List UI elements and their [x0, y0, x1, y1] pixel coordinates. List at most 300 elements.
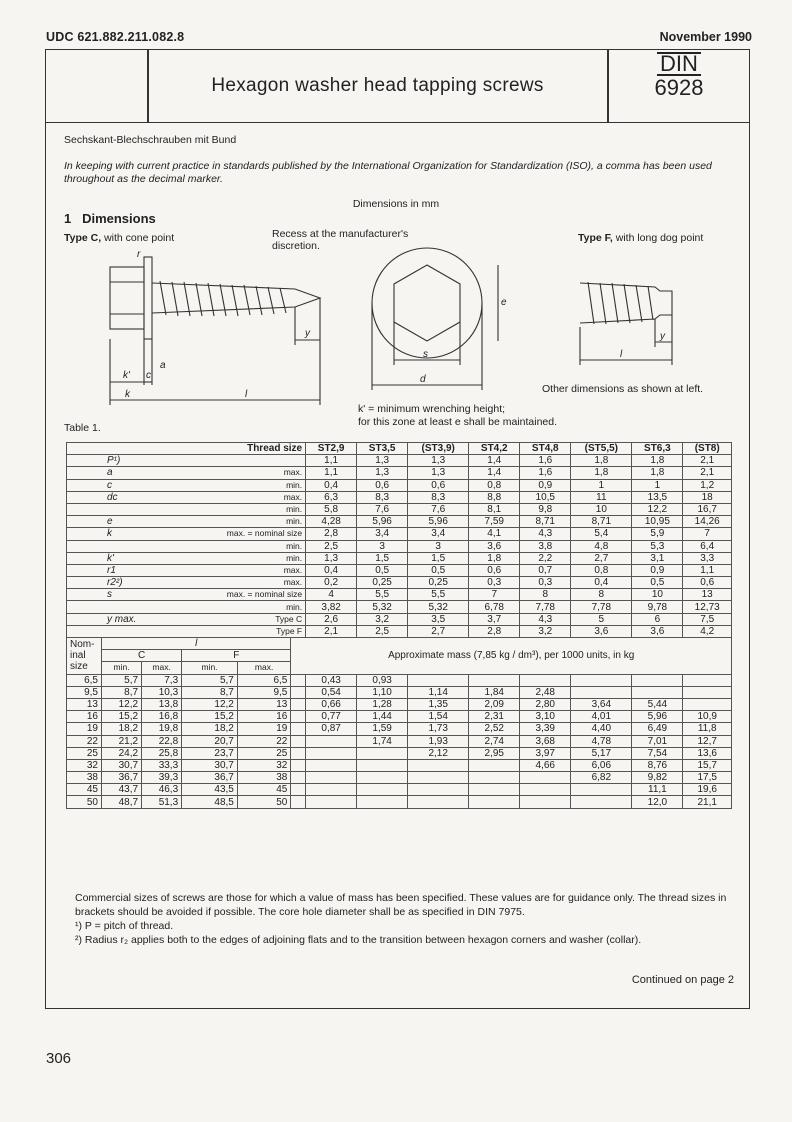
- section-number: 1: [64, 211, 72, 226]
- screw-c-head: [110, 267, 144, 329]
- nominal-size: 19: [67, 723, 102, 735]
- dim-value: 2,1: [306, 625, 357, 637]
- dim-value: 8: [520, 589, 571, 601]
- length-row: [67, 711, 732, 723]
- length-fmax: 25: [237, 747, 291, 759]
- row-symbol: r1: [67, 564, 182, 576]
- row-qualifier: min.: [182, 503, 306, 515]
- length-cmax: 25,8: [142, 747, 182, 759]
- mass-value: 2,09: [469, 698, 520, 710]
- dim-value: 5,3: [632, 540, 683, 552]
- dimension-row: [67, 577, 732, 589]
- length-cmax: 46,3: [142, 784, 182, 796]
- length-cmin: 30,7: [102, 759, 142, 771]
- dim-value: 3,6: [632, 625, 683, 637]
- dim-value: 5: [571, 613, 632, 625]
- mass-value: [306, 759, 357, 771]
- dim-value: 0,8: [469, 479, 520, 491]
- length-fmax: 9,5: [237, 686, 291, 698]
- spacer-cell: [291, 772, 306, 784]
- length-fmax: 6,5: [237, 674, 291, 686]
- other-dims-note: Other dimensions as shown at left.: [542, 383, 704, 395]
- thread-size-5: (ST5,5): [571, 443, 632, 455]
- dim-value: 1: [632, 479, 683, 491]
- dim-value: 1,6: [520, 455, 571, 467]
- mass-value: 15,7: [683, 759, 732, 771]
- mass-value: [520, 674, 571, 686]
- label-dc: d: [420, 374, 426, 385]
- mass-value: 19,6: [683, 784, 732, 796]
- dim-value: 0,9: [520, 479, 571, 491]
- mass-value: 12,0: [632, 796, 683, 808]
- dim-value: 8,3: [357, 491, 408, 503]
- kprime-note-line1: k' = minimum wrenching height;: [358, 403, 506, 415]
- length-cmin: 18,2: [102, 723, 142, 735]
- dim-value: 0,25: [357, 577, 408, 589]
- nominal-size: 6,5: [67, 674, 102, 686]
- mass-value: 4,78: [571, 735, 632, 747]
- din-number: 6928: [654, 75, 704, 100]
- row-symbol: P¹): [67, 455, 182, 467]
- length-fmax: 45: [237, 784, 291, 796]
- dim-value: 3,4: [357, 528, 408, 540]
- mass-value: 17,5: [683, 772, 732, 784]
- dim-value: 1,8: [469, 552, 520, 564]
- minmax-header-2: min.: [182, 662, 238, 674]
- mass-value: 1,54: [408, 711, 469, 723]
- row-symbol: k': [67, 552, 182, 564]
- mass-value: 1,74: [357, 735, 408, 747]
- dim-value: 7,6: [357, 503, 408, 515]
- label-a: a: [160, 360, 166, 371]
- mass-value: 1,93: [408, 735, 469, 747]
- dim-value: 5,8: [306, 503, 357, 515]
- dim-value: 0,6: [357, 479, 408, 491]
- spacer-cell: [291, 784, 306, 796]
- mass-value: [357, 772, 408, 784]
- row-symbol: s: [67, 589, 182, 601]
- mass-value: 7,01: [632, 735, 683, 747]
- mass-value: [357, 759, 408, 771]
- dim-value: 0,2: [306, 577, 357, 589]
- row-qualifier: max. = nominal size: [182, 528, 306, 540]
- dimension-row: [67, 503, 732, 515]
- mass-value: [306, 747, 357, 759]
- thread-size-7: (ST8): [683, 443, 732, 455]
- dim-value: 3: [357, 540, 408, 552]
- spacer-cell: [291, 747, 306, 759]
- row-symbol: e: [67, 516, 182, 528]
- dim-value: 1,8: [571, 467, 632, 479]
- row-symbol: a: [67, 467, 182, 479]
- dim-value: 1,3: [357, 455, 408, 467]
- length-cmin: 21,2: [102, 735, 142, 747]
- dim-value: 2,1: [683, 455, 732, 467]
- mass-value: [469, 759, 520, 771]
- dim-value: 0,4: [306, 564, 357, 576]
- kprime-note: [358, 403, 557, 429]
- length-cmin: 5,7: [102, 674, 142, 686]
- mass-value: [408, 796, 469, 808]
- dim-value: 4,28: [306, 516, 357, 528]
- dim-value: 7,6: [408, 503, 469, 515]
- dim-value: 5,96: [357, 516, 408, 528]
- dim-value: 2,1: [683, 467, 732, 479]
- length-cmax: 7,3: [142, 674, 182, 686]
- mass-value: [306, 784, 357, 796]
- spacer-cell: [291, 674, 306, 686]
- mass-value: 0,87: [306, 723, 357, 735]
- dim-value: 5,5: [357, 589, 408, 601]
- nominal-size: 13: [67, 698, 102, 710]
- dim-value: 1,5: [357, 552, 408, 564]
- mass-value: [520, 772, 571, 784]
- section-label: Dimensions: [82, 211, 156, 226]
- row-symbol: r2²): [67, 577, 182, 589]
- nominal-size: 9,5: [67, 686, 102, 698]
- dimension-row: [67, 552, 732, 564]
- mass-value: 21,1: [683, 796, 732, 808]
- dimension-row: [67, 516, 732, 528]
- dim-value: 8,3: [408, 491, 469, 503]
- mass-value: 3,10: [520, 711, 571, 723]
- note-pitch: ¹) P = pitch of thread.: [75, 920, 174, 932]
- dim-value: 1,8: [632, 455, 683, 467]
- dim-value: 8,71: [571, 516, 632, 528]
- thread-size-4: ST4,8: [520, 443, 571, 455]
- row-symbol: dc: [67, 491, 182, 503]
- dim-value: 0,5: [408, 564, 469, 576]
- type-f-desc: with long dog point: [615, 232, 704, 244]
- mass-value: 5,96: [632, 711, 683, 723]
- dim-value: 4,3: [520, 528, 571, 540]
- length-cmin: 15,2: [102, 711, 142, 723]
- dim-value: 0,3: [469, 577, 520, 589]
- dim-value: 2,5: [357, 625, 408, 637]
- length-cmax: 10,3: [142, 686, 182, 698]
- row-qualifier: max.: [182, 491, 306, 503]
- type-f-caption: [578, 232, 703, 244]
- mass-value: 1,28: [357, 698, 408, 710]
- mass-value: 0,43: [306, 674, 357, 686]
- thread-size-3: ST4,2: [469, 443, 520, 455]
- dim-value: 1,1: [306, 467, 357, 479]
- mass-value: 1,14: [408, 686, 469, 698]
- row-qualifier: [182, 455, 306, 467]
- dim-value: 10: [632, 589, 683, 601]
- dim-value: 4,2: [683, 625, 732, 637]
- dim-value: 6,4: [683, 540, 732, 552]
- dim-value: 14,26: [683, 516, 732, 528]
- dim-value: 0,5: [357, 564, 408, 576]
- dim-value: 0,7: [520, 564, 571, 576]
- length-fmax: 38: [237, 772, 291, 784]
- dim-value: 1,3: [408, 467, 469, 479]
- recess-note: Recess at the manufacturer's discretion.: [272, 228, 409, 252]
- dim-value: 8,8: [469, 491, 520, 503]
- thread-size-label: Thread size: [67, 443, 306, 455]
- mass-value: 1,84: [469, 686, 520, 698]
- dim-value: 1,3: [408, 455, 469, 467]
- note-commercial: Commercial sizes of screws are those for which a value of mass has been specified. These values are for guidance only. The thread sizes in brackets should be avoided if possible. The core hole diameter shall be as specified in DIN 7975.: [75, 892, 727, 918]
- dim-value: 0,6: [408, 479, 469, 491]
- mass-value: 1,10: [357, 686, 408, 698]
- row-qualifier: min.: [182, 540, 306, 552]
- mass-value: [571, 796, 632, 808]
- length-header-row-1: [67, 638, 732, 650]
- mass-header: Approximate mass (7,85 kg / dm³), per 1000 units, in kg: [291, 638, 732, 675]
- length-row: [67, 796, 732, 808]
- mass-value: 4,01: [571, 711, 632, 723]
- mass-value: [408, 784, 469, 796]
- mass-value: 2,12: [408, 747, 469, 759]
- mass-value: [571, 686, 632, 698]
- dimension-row: [67, 601, 732, 613]
- nominal-size: 38: [67, 772, 102, 784]
- mass-value: 2,95: [469, 747, 520, 759]
- type-f-header: F: [182, 650, 291, 662]
- length-fmin: 18,2: [182, 723, 238, 735]
- mass-value: 6,06: [571, 759, 632, 771]
- dim-value: 5,96: [408, 516, 469, 528]
- dim-value: 7,5: [683, 613, 732, 625]
- dimension-row: [67, 479, 732, 491]
- mass-value: [469, 796, 520, 808]
- mass-value: [683, 674, 732, 686]
- continued-note: Continued on page 2: [631, 974, 734, 986]
- dim-value: 2,7: [571, 552, 632, 564]
- dim-value: 7,78: [520, 601, 571, 613]
- label-c: c: [146, 370, 151, 381]
- length-fmax: 16: [237, 711, 291, 723]
- row-symbol: [67, 601, 182, 613]
- dim-value: 0,6: [469, 564, 520, 576]
- mass-value: 8,76: [632, 759, 683, 771]
- dim-value: 5,5: [408, 589, 469, 601]
- length-row: [67, 674, 732, 686]
- dim-value: 0,4: [571, 577, 632, 589]
- mass-value: [357, 747, 408, 759]
- type-c-header: C: [102, 650, 182, 662]
- dim-value: 6: [632, 613, 683, 625]
- row-symbol: [67, 503, 182, 515]
- spacer-cell: [291, 735, 306, 747]
- table-label: Table 1.: [64, 422, 101, 434]
- spacer-cell: [291, 698, 306, 710]
- mass-value: [632, 674, 683, 686]
- row-qualifier: max. = nominal size: [182, 589, 306, 601]
- mass-value: 3,97: [520, 747, 571, 759]
- length-fmin: 20,7: [182, 735, 238, 747]
- mass-value: 4,40: [571, 723, 632, 735]
- length-row: [67, 784, 732, 796]
- row-symbol: c: [67, 479, 182, 491]
- mass-value: 5,44: [632, 698, 683, 710]
- nominal-size: 22: [67, 735, 102, 747]
- mass-value: 12,7: [683, 735, 732, 747]
- dim-value: 0,9: [632, 564, 683, 576]
- length-cmin: 48,7: [102, 796, 142, 808]
- dim-value: 4,3: [520, 613, 571, 625]
- dim-value: 4,8: [571, 540, 632, 552]
- mass-value: [683, 686, 732, 698]
- mass-value: [469, 772, 520, 784]
- dim-value: 6,78: [469, 601, 520, 613]
- dim-value: 7: [683, 528, 732, 540]
- footnotes: [75, 891, 735, 947]
- dim-value: 0,4: [306, 479, 357, 491]
- label-r: r: [137, 249, 141, 260]
- dim-value: 7,59: [469, 516, 520, 528]
- type-f-bold: Type F,: [578, 232, 613, 244]
- mass-value: 2,80: [520, 698, 571, 710]
- dimension-row: [67, 625, 732, 637]
- mass-value: 10,9: [683, 711, 732, 723]
- iso-note: In keeping with current practice in standards published by the International Organization for Standardization (ISO), a comma has been used throughout as the decimal marker.: [64, 160, 712, 185]
- dimension-row: [67, 564, 732, 576]
- dim-value: 13: [683, 589, 732, 601]
- nominal-size: 50: [67, 796, 102, 808]
- length-fmax: 32: [237, 759, 291, 771]
- row-qualifier: min.: [182, 516, 306, 528]
- row-qualifier: Type C: [182, 613, 306, 625]
- row-qualifier: max.: [182, 467, 306, 479]
- dim-value: 3,6: [469, 540, 520, 552]
- mass-value: [520, 784, 571, 796]
- dim-value: 3,3: [683, 552, 732, 564]
- note-radius: ²) Radius r₂ applies both to the edges of adjoining flats and to the transition between hexagon corners and washer (collar).: [75, 934, 642, 946]
- mass-value: [306, 735, 357, 747]
- publication-date: November 1990: [659, 30, 752, 44]
- dim-value: 13,5: [632, 491, 683, 503]
- length-fmin: 15,2: [182, 711, 238, 723]
- dim-value: 2,7: [408, 625, 469, 637]
- minmax-header-0: min.: [102, 662, 142, 674]
- dim-value: 10,95: [632, 516, 683, 528]
- row-qualifier: max.: [182, 564, 306, 576]
- mass-value: [571, 784, 632, 796]
- mass-value: 9,82: [632, 772, 683, 784]
- length-row: [67, 723, 732, 735]
- dim-value: 8: [571, 589, 632, 601]
- dim-value: 2,2: [520, 552, 571, 564]
- dim-value: 4,1: [469, 528, 520, 540]
- row-symbol: [67, 540, 182, 552]
- dimension-row: [67, 613, 732, 625]
- type-c-desc: with cone point: [104, 232, 175, 244]
- length-cmin: 8,7: [102, 686, 142, 698]
- label-y-f: y: [660, 331, 665, 342]
- minmax-header-1: max.: [142, 662, 182, 674]
- mass-value: 3,64: [571, 698, 632, 710]
- spacer-cell: [291, 796, 306, 808]
- row-qualifier: min.: [182, 479, 306, 491]
- row-qualifier: min.: [182, 552, 306, 564]
- mass-value: [357, 784, 408, 796]
- mass-value: 11,8: [683, 723, 732, 735]
- dim-value: 1,1: [683, 564, 732, 576]
- thread-size-2: (ST3,9): [408, 443, 469, 455]
- length-row: [67, 686, 732, 698]
- mass-value: 6,49: [632, 723, 683, 735]
- dim-value: 0,6: [683, 577, 732, 589]
- length-fmax: 19: [237, 723, 291, 735]
- dim-value: 11: [571, 491, 632, 503]
- length-cmax: 19,8: [142, 723, 182, 735]
- dim-value: 3,6: [571, 625, 632, 637]
- length-cmin: 36,7: [102, 772, 142, 784]
- length-row: [67, 747, 732, 759]
- dim-value: 3,5: [408, 613, 469, 625]
- dim-value: 2,5: [306, 540, 357, 552]
- mass-value: [306, 796, 357, 808]
- spacer-cell: [291, 759, 306, 771]
- dim-value: 12,73: [683, 601, 732, 613]
- page-number: 306: [46, 1050, 72, 1067]
- dim-value: 5,9: [632, 528, 683, 540]
- length-cmax: 16,8: [142, 711, 182, 723]
- screw-f-shank: [580, 283, 672, 323]
- dim-value: 1: [571, 479, 632, 491]
- dim-value: 3: [408, 540, 469, 552]
- mass-value: 7,54: [632, 747, 683, 759]
- kprime-note-line2: for this zone at least e shall be maintained.: [358, 416, 558, 428]
- mass-value: 1,35: [408, 698, 469, 710]
- mass-table-body: [67, 638, 732, 809]
- label-kprime: k': [123, 370, 130, 381]
- dim-value: 1,8: [632, 467, 683, 479]
- nominal-size-header: Nom- inal size: [67, 638, 102, 675]
- dim-value: 0,8: [571, 564, 632, 576]
- german-title: Sechskant-Blechschrauben mit Bund: [64, 134, 237, 146]
- dimension-row: [67, 467, 732, 479]
- dim-value: 1,3: [357, 467, 408, 479]
- dim-value: 7,78: [571, 601, 632, 613]
- label-k: k: [125, 389, 130, 400]
- mass-value: 2,52: [469, 723, 520, 735]
- thread-size-row: [67, 443, 732, 455]
- mass-value: [469, 674, 520, 686]
- thread-size-1: ST3,5: [357, 443, 408, 455]
- dim-value: 12,2: [632, 503, 683, 515]
- dim-value: 16,7: [683, 503, 732, 515]
- row-symbol: [67, 625, 182, 637]
- length-row: [67, 772, 732, 784]
- row-symbol: y max.: [67, 613, 182, 625]
- spacer-cell: [291, 686, 306, 698]
- row-qualifier: Type F: [182, 625, 306, 637]
- type-c-caption: [64, 232, 174, 244]
- dim-value: 3,2: [357, 613, 408, 625]
- dim-value: 3,7: [469, 613, 520, 625]
- mass-value: 0,77: [306, 711, 357, 723]
- dim-value: 9,78: [632, 601, 683, 613]
- dimension-row: [67, 540, 732, 552]
- udc-code: UDC 621.882.211.082.8: [46, 30, 185, 44]
- dim-value: 1,4: [469, 455, 520, 467]
- dim-value: 1,6: [520, 467, 571, 479]
- dim-value: 3,4: [408, 528, 469, 540]
- length-row: [67, 698, 732, 710]
- dim-value: 6,3: [306, 491, 357, 503]
- length-cmin: 24,2: [102, 747, 142, 759]
- dim-value: 10: [571, 503, 632, 515]
- dim-value: 0,25: [408, 577, 469, 589]
- mass-value: [408, 759, 469, 771]
- dim-value: 5,32: [408, 601, 469, 613]
- length-cmax: 51,3: [142, 796, 182, 808]
- dim-value: 10,5: [520, 491, 571, 503]
